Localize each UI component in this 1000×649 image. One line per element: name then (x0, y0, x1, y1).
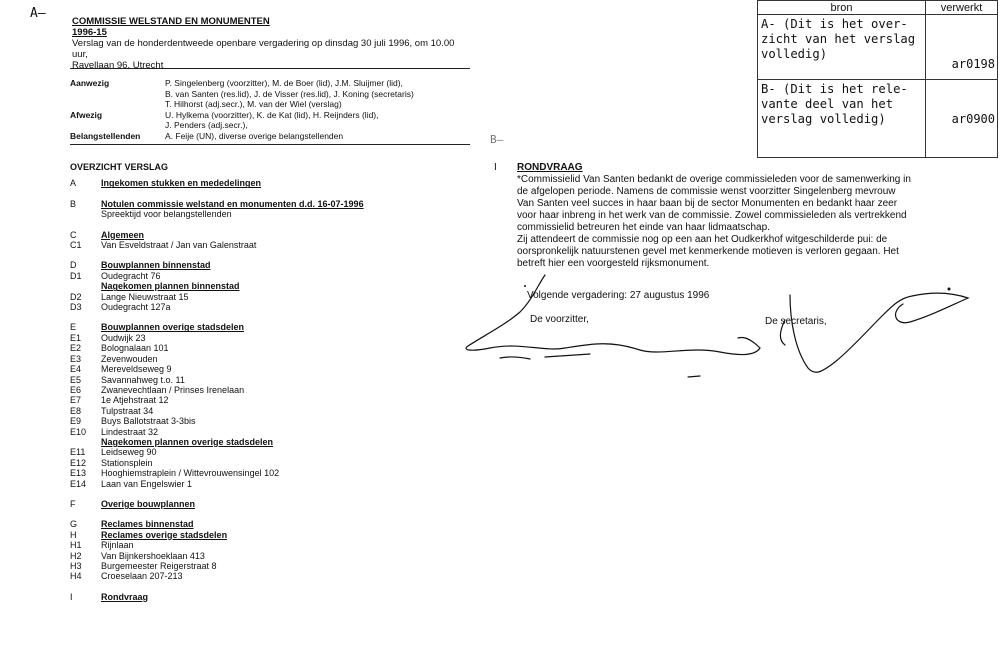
overview-title: OVERZICHT VERSLAG (70, 162, 169, 172)
item-text: Leidseweg 90 (101, 447, 157, 458)
item-code: H1 (70, 540, 82, 551)
item-code (70, 437, 101, 447)
list-item (70, 458, 450, 468)
verwerkt-cell: ar0900 (926, 80, 998, 158)
item-code: C1 (70, 240, 82, 251)
item-text: Bouwplannen overige stadsdelen (101, 322, 245, 333)
attendance-row (70, 120, 490, 131)
item-text: Mereveldseweg 9 (101, 364, 172, 375)
rondvraag-line: betreft hier een voorgesteld rijksmonument. (517, 258, 710, 269)
list-item (70, 551, 450, 561)
attendance-row (70, 78, 490, 89)
attendance-value: J. Penders (adj.secr.), (165, 120, 248, 130)
source-table (757, 0, 998, 158)
list-item (70, 571, 450, 581)
item-text: Reclames overige stadsdelen (101, 529, 228, 540)
list-item (70, 240, 450, 250)
rondvraag-section (517, 162, 947, 270)
attendance-label: Afwezig (70, 109, 103, 120)
item-text: Hooghiemstraplein / Wittevrouwensingel 102 (101, 468, 280, 479)
list-item (70, 499, 450, 509)
item-text: Rijnlaan (101, 540, 134, 551)
bron-line: verslag volledig) (761, 112, 886, 126)
list-item (70, 519, 450, 529)
item-text: Reclames binnenstad (101, 519, 194, 530)
report-header (72, 16, 472, 71)
item-text: Bolognalaan 101 (101, 343, 169, 354)
item-text: Ingekomen stukken en mededelingen (101, 178, 262, 189)
item-text: Lange Nieuwstraat 15 (101, 291, 189, 302)
list-item (70, 385, 450, 395)
next-meeting: Volgende vergadering: 27 augustus 1996 (527, 290, 710, 301)
bron-line: zicht van het verslag (761, 32, 916, 46)
attendance-label: Belangstellenden (70, 130, 141, 141)
item-code: D (70, 260, 77, 271)
list-item (70, 281, 450, 291)
item-text: Oudegracht 76 (101, 270, 161, 281)
item-code: E5 (70, 374, 82, 385)
divider-top (70, 68, 470, 69)
item-text: Zevenwouden (101, 353, 158, 364)
list-item (70, 437, 450, 447)
list-item (70, 468, 450, 478)
rondvraag-line: commissielid betreuren het einde van haar lidmaatschap. (517, 222, 770, 233)
list-item (70, 209, 450, 219)
list-item (70, 271, 450, 281)
item-code: A (70, 178, 77, 189)
divider-bottom (70, 144, 470, 145)
item-text: Burgemeester Reigerstraat 8 (101, 561, 217, 571)
item-code: H (70, 529, 77, 540)
item-code (70, 209, 101, 219)
item-text: Nagekomen plannen overige stadsdelen (101, 436, 274, 447)
list-item (70, 395, 450, 405)
rondvraag-marker: I (494, 162, 497, 173)
rondvraag-line: *Commissielid Van Santen bedankt de overige commissieleden voor de samenwerking in (517, 174, 911, 185)
item-code: F (70, 498, 76, 509)
item-text: Savannahweg t.o. 11 (101, 374, 185, 385)
list-item (70, 540, 450, 550)
item-code: H3 (70, 561, 82, 571)
item-text: Rondvraag (101, 591, 149, 602)
item-code: E7 (70, 395, 82, 406)
list-item (70, 416, 450, 426)
list-item (70, 302, 450, 312)
col-bron-header: bron (758, 1, 926, 15)
item-code: D3 (70, 302, 82, 313)
list-item (70, 260, 450, 270)
attendance-value: A. Feije (UN), diverse overige belangstellenden (165, 130, 344, 141)
item-code: E10 (70, 426, 87, 437)
item-code: H4 (70, 571, 82, 582)
item-text: Buys Ballotstraat 3-3bis (101, 416, 196, 427)
list-item (70, 406, 450, 416)
item-code: D1 (70, 270, 82, 281)
bron-line: A- (Dit is het over- (761, 17, 908, 31)
item-text: Zwanevechtlaan / Prinses Irenelaan (101, 384, 245, 395)
attendance-value: T. Hilhorst (adj.secr.), M. van der Wiel (verslag) (165, 99, 342, 109)
rondvraag-line: oorspronkelijk natuurstenen gevel met kenmerkende motieven is verloren gegaan. Het (517, 246, 899, 257)
attendance-label (70, 89, 165, 100)
attendance-row (70, 131, 490, 142)
chair-label: De voorzitter, (530, 314, 589, 325)
attendance-label (70, 99, 165, 110)
list-item (70, 343, 450, 353)
attendance-row (70, 89, 490, 100)
attendance-value: B. van Santen (res.lid), J. de Visser (res.lid), J. Koning (secretaris) (165, 88, 414, 99)
list-item (70, 333, 450, 343)
item-text: Overige bouwplannen (101, 498, 196, 509)
item-text: Oudwijk 23 (101, 332, 146, 343)
item-code: E6 (70, 384, 82, 395)
attendance-block (70, 78, 490, 141)
report-line-2: Ravellaan 96, Utrecht (72, 60, 164, 71)
verwerkt-cell: ar0198 (926, 15, 998, 80)
list-item (70, 199, 450, 209)
report-number: 1996-15 (72, 27, 107, 38)
list-item (70, 592, 450, 602)
item-code: E13 (70, 468, 87, 479)
list-item (70, 530, 450, 540)
item-code: E11 (70, 447, 86, 458)
item-code: E4 (70, 364, 82, 375)
item-text: 1e Atjehstraat 12 (101, 395, 169, 406)
attendance-value: P. Singelenberg (voorzitter), M. de Boer (lid), J.M. Sluijmer (lid), (165, 78, 403, 88)
list-item (70, 354, 450, 364)
bron-line: volledig) (761, 47, 828, 61)
item-text: Van Bijnkershoeklaan 413 (101, 550, 205, 561)
list-item (70, 364, 450, 374)
bron-cell (758, 80, 926, 158)
item-code: E12 (70, 457, 87, 468)
list-item (70, 479, 450, 489)
bron-cell (758, 15, 926, 80)
item-code: E14 (70, 478, 87, 489)
item-code: D2 (70, 291, 82, 302)
item-text: Spreektijd voor belangstellenden (101, 209, 232, 220)
mark-b: B— (490, 133, 504, 146)
item-code: C (70, 229, 77, 240)
item-text: Bouwplannen binnenstad (101, 260, 211, 271)
item-text: Croeselaan 207-213 (101, 571, 183, 582)
report-line-1: Verslag van de honderdentweede openbare vergadering op dinsdag 30 juli 1996, om 10.00 uur, (72, 38, 455, 60)
item-code: G (70, 519, 78, 530)
rondvraag-line: de afgelopen periode. Namens de commissie wenst voorzitter Singelenberg mevrouw (517, 186, 896, 197)
secretary-label: De secretaris, (765, 316, 827, 327)
item-code (70, 281, 101, 291)
col-verwerkt-header: verwerkt (926, 1, 998, 15)
attendance-row (70, 99, 490, 110)
overview-list (70, 162, 450, 602)
item-text: Nagekomen plannen binnenstad (101, 281, 240, 292)
item-text: Van Esveldstraat / Jan van Galenstraat (101, 240, 257, 251)
list-item (70, 375, 450, 385)
item-code: E1 (70, 332, 82, 343)
rondvraag-title: RONDVRAAG (517, 162, 583, 173)
item-code: E8 (70, 405, 82, 416)
rondvraag-line: Van Santen veel succes in haar baan bij de sector Monumenten en bedankt haar zeer (517, 198, 898, 209)
attendance-label (70, 120, 165, 131)
attendance-value: U. Hylkema (voorzitter), K. de Kat (lid), H. Reijnders (lid), (165, 109, 379, 120)
secretary-signature (790, 293, 968, 372)
attendance-row (70, 110, 490, 121)
list-item (70, 447, 450, 457)
item-code: H2 (70, 550, 82, 561)
bron-line: vante deel van het (761, 97, 894, 111)
item-code: E (70, 322, 77, 333)
table-row (758, 15, 998, 80)
item-code: I (70, 591, 73, 602)
item-text: Laan van Engelswier 1 (101, 478, 193, 489)
report-title: COMMISSIE WELSTAND EN MONUMENTEN (72, 16, 270, 27)
list-item (70, 322, 450, 332)
item-code: B (70, 198, 77, 209)
corner-label: A— (30, 6, 46, 21)
chair-signature (466, 275, 760, 355)
item-text: Tulpstraat 34 (101, 405, 154, 416)
rondvraag-line: Zij attendeert de commissie nog op een aan het Oudkerkhof witgeschilderde pui: de (517, 234, 888, 245)
item-code: E2 (70, 343, 82, 354)
list-item (70, 178, 450, 188)
list-item (70, 427, 450, 437)
item-code: E3 (70, 353, 82, 364)
item-code: E9 (70, 416, 82, 427)
attendance-label: Aanwezig (70, 78, 110, 88)
list-item (70, 230, 450, 240)
item-text: Notulen commissie welstand en monumenten d.d. 16-07-1996 (101, 198, 364, 209)
list-item (70, 561, 450, 571)
item-text: Oudegracht 127a (101, 302, 171, 313)
item-text: Lindestraat 32 (101, 426, 159, 437)
item-text: Algemeen (101, 229, 145, 240)
table-row (758, 80, 998, 158)
item-text: Stationsplein (101, 457, 153, 468)
list-item (70, 292, 450, 302)
bron-line: B- (Dit is het rele- (761, 82, 908, 96)
rondvraag-line: voor haar inbreng in het werk van de commissie. Zowel commissieleden als vertrekkend (517, 210, 907, 221)
